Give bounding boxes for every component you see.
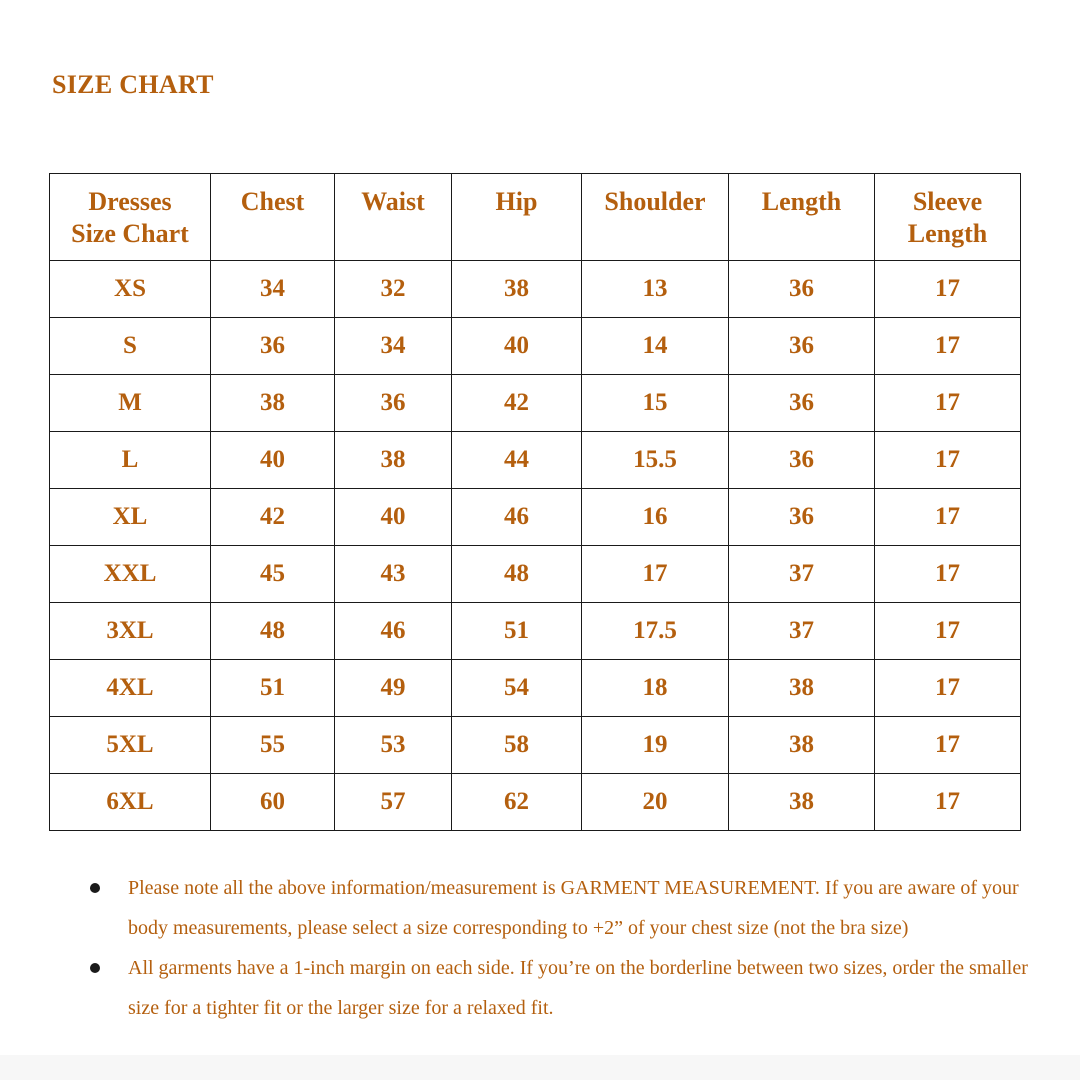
size-label-cell: XXL	[50, 546, 211, 603]
measurement-cell: 36	[211, 318, 335, 375]
column-header-line: Size Chart	[71, 219, 189, 248]
size-label-cell: 6XL	[50, 774, 211, 831]
note-text: Please note all the above information/measurement is GARMENT MEASUREMENT. If you are aware of your body measurements, please select a size corresponding to +2” of your chest size (not the bra size)	[128, 877, 1019, 939]
measurement-cell: 38	[729, 660, 875, 717]
table-row	[50, 774, 1021, 831]
note-item	[90, 868, 1050, 948]
measurement-cell: 36	[729, 375, 875, 432]
size-label-cell: 4XL	[50, 660, 211, 717]
measurement-cell: 37	[729, 546, 875, 603]
size-label-cell: M	[50, 375, 211, 432]
measurement-cell: 40	[211, 432, 335, 489]
measurement-cell: 42	[452, 375, 582, 432]
measurement-cell: 38	[729, 717, 875, 774]
column-header-line: Sleeve	[912, 187, 983, 216]
size-label-cell: 3XL	[50, 603, 211, 660]
measurement-cell: 32	[335, 261, 452, 318]
measurement-cell: 17	[875, 660, 1021, 717]
table-row	[50, 717, 1021, 774]
measurement-cell: 34	[211, 261, 335, 318]
column-header-line: Hip	[495, 187, 538, 216]
measurement-cell: 17	[582, 546, 729, 603]
column-header-line: Length	[761, 187, 842, 216]
measurement-cell: 58	[452, 717, 582, 774]
size-label-cell: 5XL	[50, 717, 211, 774]
measurement-cell: 17	[875, 261, 1021, 318]
table-row	[50, 318, 1021, 375]
note-item	[90, 948, 1050, 1028]
table-row	[50, 660, 1021, 717]
measurement-cell: 16	[582, 489, 729, 546]
column-header	[875, 174, 1021, 261]
measurement-cell: 51	[452, 603, 582, 660]
size-chart-table	[49, 173, 1021, 831]
measurement-cell: 20	[582, 774, 729, 831]
measurement-cell: 38	[335, 432, 452, 489]
measurement-cell: 43	[335, 546, 452, 603]
page-title: SIZE CHART	[52, 70, 214, 99]
notes-list	[90, 868, 1050, 1028]
column-header	[729, 174, 875, 261]
measurement-cell: 17	[875, 717, 1021, 774]
measurement-cell: 55	[211, 717, 335, 774]
column-header	[452, 174, 582, 261]
measurement-cell: 17	[875, 375, 1021, 432]
table-row	[50, 603, 1021, 660]
measurement-cell: 17	[875, 774, 1021, 831]
table-header-row	[50, 174, 1021, 261]
measurement-cell: 48	[211, 603, 335, 660]
note-text: All garments have a 1-inch margin on each side. If you’re on the borderline between two sizes, order the smaller size for a tighter fit or the larger size for a relaxed fit.	[128, 957, 1028, 1019]
measurement-cell: 15.5	[582, 432, 729, 489]
measurement-cell: 36	[729, 489, 875, 546]
column-header	[335, 174, 452, 261]
measurement-cell: 44	[452, 432, 582, 489]
table-row	[50, 546, 1021, 603]
measurement-cell: 17	[875, 546, 1021, 603]
column-header-line: Dresses	[88, 187, 172, 216]
measurement-cell: 34	[335, 318, 452, 375]
column-header-line: Length	[907, 219, 988, 248]
column-header	[50, 174, 211, 261]
measurement-cell: 53	[335, 717, 452, 774]
measurement-cell: 36	[729, 318, 875, 375]
measurement-cell: 46	[452, 489, 582, 546]
measurement-cell: 49	[335, 660, 452, 717]
measurement-cell: 62	[452, 774, 582, 831]
table-row	[50, 261, 1021, 318]
measurement-cell: 42	[211, 489, 335, 546]
footer-band	[0, 1055, 1080, 1080]
measurement-cell: 36	[729, 432, 875, 489]
measurement-cell: 40	[452, 318, 582, 375]
bullet-icon	[90, 883, 100, 893]
size-label-cell: XS	[50, 261, 211, 318]
measurement-cell: 38	[211, 375, 335, 432]
measurement-cell: 38	[729, 774, 875, 831]
measurement-cell: 17.5	[582, 603, 729, 660]
measurement-cell: 17	[875, 603, 1021, 660]
measurement-cell: 36	[729, 261, 875, 318]
measurement-cell: 40	[335, 489, 452, 546]
table-body	[50, 261, 1021, 831]
column-header	[582, 174, 729, 261]
measurement-cell: 45	[211, 546, 335, 603]
measurement-cell: 57	[335, 774, 452, 831]
measurement-cell: 60	[211, 774, 335, 831]
measurement-cell: 15	[582, 375, 729, 432]
measurement-cell: 46	[335, 603, 452, 660]
measurement-cell: 54	[452, 660, 582, 717]
table-header	[50, 174, 1021, 261]
measurement-cell: 18	[582, 660, 729, 717]
column-header-line: Chest	[240, 187, 305, 216]
measurement-cell: 17	[875, 318, 1021, 375]
measurement-cell: 13	[582, 261, 729, 318]
measurement-cell: 37	[729, 603, 875, 660]
table-row	[50, 375, 1021, 432]
measurement-cell: 38	[452, 261, 582, 318]
measurement-cell: 51	[211, 660, 335, 717]
measurement-cell: 48	[452, 546, 582, 603]
measurement-cell: 14	[582, 318, 729, 375]
size-label-cell: XL	[50, 489, 211, 546]
bullet-icon	[90, 963, 100, 973]
column-header-line: Waist	[361, 187, 425, 216]
measurement-cell: 36	[335, 375, 452, 432]
measurement-cell: 19	[582, 717, 729, 774]
column-header	[211, 174, 335, 261]
measurement-cell: 17	[875, 432, 1021, 489]
column-header-line: Shoulder	[604, 187, 706, 216]
table-row	[50, 432, 1021, 489]
size-label-cell: S	[50, 318, 211, 375]
size-label-cell: L	[50, 432, 211, 489]
table-row	[50, 489, 1021, 546]
measurement-cell: 17	[875, 489, 1021, 546]
